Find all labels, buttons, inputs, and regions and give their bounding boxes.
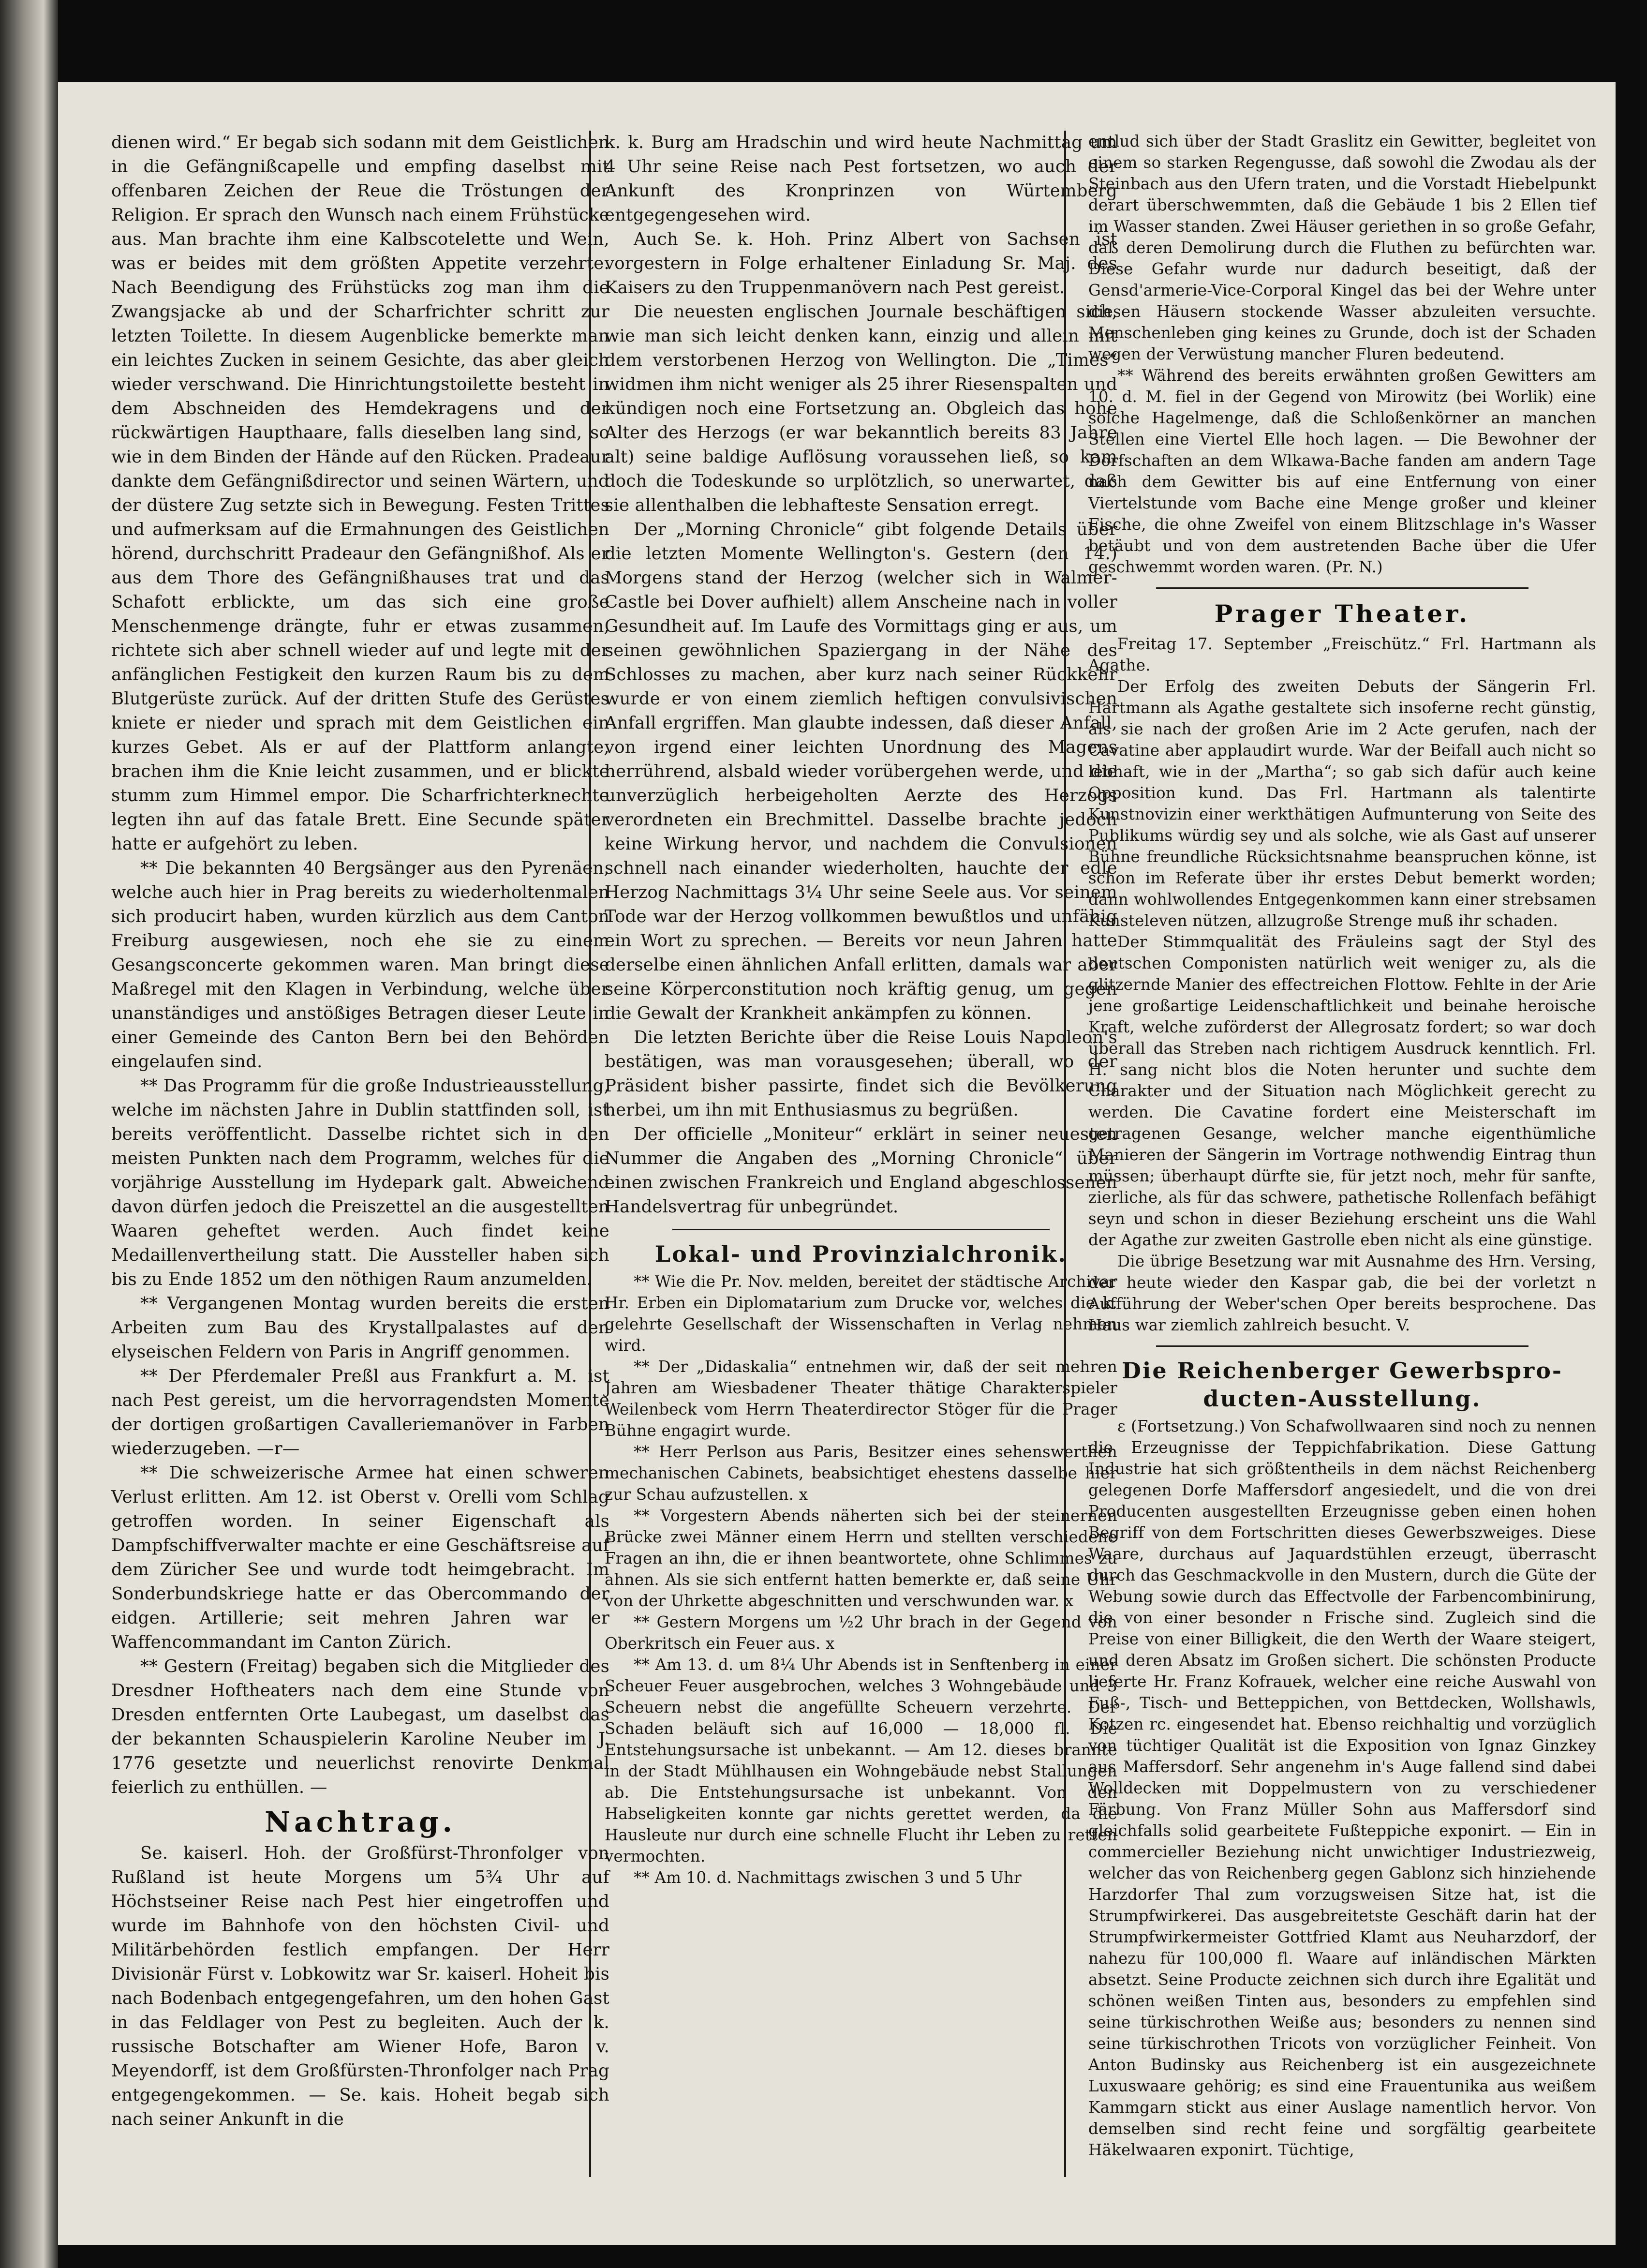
news-item-painter-pressl: ** Der Pferdemaler Preßl aus Frankfurt a. M. ist nach Pest gereist, um die hervorragendsten Momente der dortigen großartigen Cavalleriemanöver in Farben wiederzugeben. —r— — [111, 1366, 609, 1459]
local-item-erben: ** Wie die Pr. Nov. melden, bereitet der städtische Archivar Hr. Erben ein Diplomatarium zum Drucke vor, welches die k. gelehrte Gesellschaft der Wissenschaften in Verlag nehmen wird. — [605, 1272, 1117, 1355]
news-item-dublin-exhibition: ** Das Programm für die große Industrieausstellung, welche im nächsten Jahre in Dublin stattfinden soll, ist bereits veröffentlicht. Dasselbe richtet sich in den meisten Punkten nach dem Programm, welches für die vorjährige Ausstellung im Hydepark galt. Abweichend davon dürfen jedoch die Preiszettel an die ausgestellten Waaren geheftet werden. Auch findet keine Medaillenvertheilung statt. Die Aussteller haben sich bis zu Ende 1852 um den nöthigen Raum anzumelden. — [111, 1076, 609, 1289]
article-wellington: Die neuesten englischen Journale beschäftigen sich, wie man sich leicht denken kann, einzig und allein mit dem verstorbenen Herzog von Wellington. Die „Times“ widmen ihm nicht weniger als 25 ihrer Riesenspalten und kündigen noch eine Fortsetzung an. Obgleich das hohe Alter des Herzogs (er war bekanntlich bereits 83 Jahre alt) seine baldige Auflösung voraussehen ließ, so kam doch die Todeskunde so urplötzlich, so unerwartet, daß sie allenthalben die lebhafteste Sensation erregt. — [605, 302, 1117, 515]
article-reichenberg-exhibition: ε (Fortsetzung.) Von Schafwollwaaren sind noch zu nennen die Erzeugnisse der Teppichfabrikation. Diese Gattung Industrie hat sich größtentheils in dem nächst Reichenberg gelegenen Dorfe Maffersdorf angesiedelt, und die von drei Producenten ausgestellten Erzeugnisse geben einen hohen Begriff von dem Fortschritten dieses Gewerbszweiges. Diese Waare, durchaus auf Jaquardstühlen erzeugt, überrascht durch das Geschmackvolle in den Mustern, durch die Güte der Webung sowie durch das Effectvolle der Farbencombinirung, die von einer besonder n Frische sind. Zugleich sind die Preise von einer Billigkeit, die den Werth der Waare steigert, und deren Absatz im Großen sichert. Die schönsten Producte lieferte Hr. Franz Kofrauek, welcher eine reiche Auswahl von Fuß-, Tisch- und Betteppichen, von Bettdecken, Wollshawls, Kotzen rc. eingesendet hat. Ebenso reichhaltig und vorzüglich von tüchtiger Qualität ist die Exposition von Ignaz Ginzkey aus Maffersdorf. Sehr angenehm in's Auge fallend sind dabei Wolldecken mit Doppelmustern von zu verschiedener Färbung. Von Franz Müller Sohn aus Maffersdorf sind gleichfalls solid gearbeitete Fußteppiche exponirt. — Ein in commercieller Beziehung nicht unwichtiger Industriezweig, welcher das von Reichenberg gegen Gablonz sich hinziehende Harzdorfer Thal zum vorzugsweisen Sitze hat, ist die Strumpfwirkerei. Das ausgebreitetste Geschäft darin hat der Strumpfwirkermeister Gottfried Klamt aus Neuharzdorf, der nahezu für 100,000 fl. Waare auf inländischen Märkten absetzt. Seine Producte zeichnen sich durch ihre Egalität und schönen weißen Tinten aus, besonders zu empfehlen sind seine türkischrothen Weiße aus; besonders zu nennen sind seine türkischrothen Tricots von vorzüglicher Feinheit. Von Anton Budinsky aus Reichenberg ist ein ausgezeichnete Luxuswaare gehörig; es sind eine Frauentunika aus weißem Kammgarn stickt aus einer Auslage namentlich hervor. Von demselben sind recht feine und sorgfältig gearbeitete Häkelwaaren exponirt. Tüchtige, — [1088, 1417, 1596, 2159]
article-wellington-details: Der „Morning Chronicle“ gibt folgende Details über die letzten Momente Wellington's. Gestern (den 14.) Morgens stand der Herzog (welcher sich in Walmer-Castle bei Dover aufhielt) allem Anscheine nach in voller Gesundheit auf. Im Laufe des Vormittags ging er aus, um seinen gewöhnlichen Spaziergang in der Nähe des Schlosses zu machen, aber kurz nach seiner Rückkehr wurde er von einem ziemlich heftigen convulsivischen Anfall ergriffen. Man glaubte indessen, daß dieser Anfall, von irgend einer leichten Unordnung des Magens herrührend, alsbald wieder vorübergehen werde, und die unverzüglich herbeigeholten Aerzte des Herzogs verordneten ein Brechmittel. Dasselbe brachte jedoch keine Wirkung hervor, und nachdem die Convulsionen schnell nach einander wiederholten, hauchte der edle Herzog Nachmittags 3¼ Uhr seine Seele aus. Vor seinem Tode war der Herzog vollkommen bewußtlos und unfähig ein Wort zu sprechen. — Bereits vor neun Jahren hatte derselbe einen ähnlichen Anfall erlitten, damals war aber seine Körperconstitution noch kräftig genug, um gegen die Gewalt der Krankheit ankämpfen zu können. — [605, 520, 1117, 1023]
theater-review-3: Die übrige Besetzung war mit Ausnahme des Hrn. Versing, der heute wieder den Kaspar gab, die bei der vorletzt n Aufführung der Weber'schen Oper bereits besprochene. Das Haus war ziemlich zahlreich besucht. V. — [1088, 1252, 1596, 1334]
news-item-prince-albert: Auch Se. k. Hoh. Prinz Albert von Sachsen ist vorgestern in Folge erhaltener Einladung Sr. Maj. des Kaisers zu den Truppenmanövern nach Pest gereist. — [605, 229, 1117, 298]
news-item-bergsaenger: ** Die bekannten 40 Bergsänger aus den Pyrenäen, welche auch hier in Prag bereits zu wiederholtenmalen sich producirt haben, wurden kürzlich aus dem Canton Freiburg ausgewiesen, noch ehe sie zu einem Gesangsconcerte gekommen waren. Man bringt diese Maßregel mit den Klagen in Verbindung, welche über unanständiges und anstößiges Betragen dieser Leute in einer Gemeinde des Canton Bern bei den Behörden eingelaufen sind. — [111, 858, 609, 1072]
section-divider — [1156, 1345, 1528, 1347]
news-item-swiss-army: ** Die schweizerische Armee hat einen schweren Verlust erlitten. Am 12. ist Oberst v. Orelli vom Schlag getroffen worden. In seiner Eigenschaft als Dampfschiffverwalter machte er eine Geschäftsreise auf dem Züricher See und wurde todt heimgebracht. Im Sonderbundskriege hatte er das Obercommando der eidgen. Artillerie; seit mehren Jahren war er Waffencommandant im Canton Zürich. — [111, 1463, 609, 1652]
local-item-watch-theft: ** Vorgestern Abends näherten sich bei der steinernen Brücke zwei Männer einem Herrn und stellten verschiedene Fragen an ihn, die er ihnen beantwortete, ohne Schlimmes zu ahnen. Als sie sich entfernt hatten bemerkte er, daß seine Uhr von der Uhrkette abgeschnitten und verschwunden war. x — [605, 1507, 1117, 1610]
theater-review-2: Der Stimmqualität des Fräuleins sagt der Styl des deutschen Componisten natürlich weit weniger zu, als die glitzernde Manier des effectreichen Flottow. Fehlte in der Arie jene großartige Leidenschaftlichkeit und beinahe heroische Kraft, welche zuförderst der Allegrosatz fordert; so war doch überall das Streben nach richtigem Ausdruck kenntlich. Frl. H. sang nicht blos die Noten herunter und suchte dem Charakter und der Situation nach Möglichkeit gerecht zu werden. Die Cavatine fordert eine Meisterschaft im getragenen Gesange, welcher manche eigenthümliche Manieren der Sängerin im Vortrage nothwendig Eintrag thun müssen; überhaupt dürfte sie, für jetzt noch, mehr für sanfte, zierliche, als für das schwere, pathetische Rollenfach befähigt seyn und schon in dieser Beziehung erscheint uns die Wahl der Agathe zur zweiten Gastrolle eben nicht als eine günstige. — [1088, 933, 1596, 1249]
local-item-perlson: ** Herr Perlson aus Paris, Besitzer eines sehenswerthen mechanischen Cabinets, beabsichtiget ehestens dasselbe hier zur Schau aufzustellen. x — [605, 1443, 1117, 1504]
column-1 — [111, 131, 609, 2132]
theater-review-1: Der Erfolg des zweiten Debuts der Sängerin Frl. Hartmann als Agathe gestaltete sich insoferne recht günstig, als sie nach der großen Arie im 2 Acte gerufen, nach der Cavatine aber applaudirt wurde. War der Beifall auch nicht so lebhaft, wie in der „Martha“; so gab sich dafür auch keine Opposition kund. Das Frl. Hartmann als talentirte Kunstnovizin einer werkthätigen Aufmunterung von Seite des Publikums würdig sey und als solche, wie als Gast auf unserer Bühne freundliche Rücksichtsnahme beanspruchen könne, ist schon im Referate über ihr erstes Debut bemerkt worden; dann wohlwollendes Entgegenkommen kann einer strebsamen Kunsteleven nützen, allzugroße Strenge muß ihr schaden. — [1088, 677, 1596, 930]
news-item-dresden-theatre: ** Gestern (Freitag) begaben sich die Mitglieder des Dresdner Hoftheaters nach dem eine Stunde von Dresden entfernten Orte Laubegast, um daselbst das der bekannten Schauspielerin Karoline Neuber im J. 1776 gesetzte und neuerlichst renovirte Denkmal feierlich zu enthüllen. — — [111, 1656, 609, 1797]
article-grand-duke-continued: k. k. Burg am Hradschin und wird heute Nachmittag um 4 Uhr seine Reise nach Pest fortsetzen, wo auch der Ankunft des Kronprinzen von Würtemberg entgegengesehen wird. — [605, 133, 1117, 225]
section-heading-nachtrag: Nachtrag. — [265, 1805, 456, 1838]
local-item-fire-senftenberg: ** Am 13. d. um 8¼ Uhr Abends ist in Senftenberg in einer Scheuer Feuer ausgebrochen, welches 3 Wohngebäude und 3 Scheuern nebst die angefüllte Scheuern verzehrte. Der Schaden beläuft sich auf 16,000 — 18,000 fl. Die Entstehungsursache ist unbekannt. — Am 12. dieses brannte in der Stadt Mühlhausen ein Wohngebäude nebst Stallungen ab. Die Entstehungsursache ist unbekannt. Von den Habseligkeiten konnte gar nichts gerettet werden, da die Hausleute nur durch eine schnelle Flucht ihr Leben zu retten vermochten. — [605, 1656, 1117, 1865]
local-item-storm-start: ** Am 10. d. Nachmittags zwischen 3 und 5 Uhr — [634, 1868, 1022, 1887]
article-execution-continued: dienen wird.“ Er begab sich sodann mit dem Geistlichen in die Gefängnißcapelle und empfing daselbst mit offenbaren Zeichen der Reue die Tröstungen der Religion. Er sprach den Wunsch nach einem Frühstücke aus. Man brachte ihm eine Kalbscotelette und Wein, was er beides mit dem größten Appetite verzehrte. Nach Beendigung des Frühstücks zog man ihm die Zwangsjacke ab und der Scharfrichter schritt zur letzten Toilette. In diesem Augenblicke bemerkte man ein leichtes Zucken in seinem Gesichte, das aber gleich wieder verschwand. Die Hinrichtungstoilette besteht in dem Abschneiden des Hemdekragens und der rückwärtigen Haupthaare, falls dieselben lang sind, so wie in dem Binden der Hände auf den Rücken. Pradeaur dankte dem Gefängnißdirector und seinen Wärtern, und der düstere Zug setzte sich in Bewegung. Festen Trittes und aufmerksam auf die Ermahnungen des Geistlichen hörend, durchschritt Pradeaur den Gefängnißhof. Als er aus dem Thore des Gefängnißhauses trat und das Schafott erblickte, um das sich eine große Menschenmenge drängte, fuhr er etwas zusammen, richtete sich aber schnell wieder auf und legte mit der anfänglichen Festigkeit den kurzen Raum bis zu dem Blutgerüste zurück. Auf der dritten Stufe des Gerüstes kniete er nieder und sprach mit dem Geistlichen ein kurzes Gebet. Als er auf der Plattform anlangte, brachen ihm die Knie leicht zusammen, und er blickte stumm zum Himmel empor. Die Scharfrichterknechte legten ihn auf das fatale Brett. Eine Secunde später hatte er aufgehört zu leben. — [111, 133, 609, 854]
page-curl-left — [0, 0, 58, 2268]
section-heading-ausstellung-line1: Die Reichenberger Gewerbspro- — [1121, 1358, 1563, 1384]
section-divider — [1156, 587, 1528, 589]
section-heading-lokalchronik: Lokal- und Provinzialchronik. — [654, 1241, 1068, 1267]
local-item-fire-oberkritsch: ** Gestern Morgens um ½2 Uhr brach in der Gegend von Oberkritsch ein Feuer aus. x — [605, 1613, 1117, 1653]
section-heading-prager-theater: Prager Theater. — [1214, 599, 1470, 628]
local-item-hail-mirowitz: ** Während des bereits erwähnten großen Gewitters am 10. d. M. fiel in der Gegend von Mirowitz (bei Worlik) eine solche Hagelmenge, daß die Schloßenkörner an manchen Stellen eine Viertel Elle hoch lagen. — Die Bewohner der Dorfschaften an dem Wlkawa-Bache fanden am andern Tage nach dem Gewitter bis auf eine Entfernung von einer Viertelstunde vom Bache eine Menge großer und kleiner Fische, die ohne Zweifel von einem Blitzschlage in's Wasser betäubt und von dem austretenden Bache über die Ufer geschwemmt worden waren. (Pr. N.) — [1088, 366, 1596, 576]
local-item-didaskalia: ** Der „Didaskalia“ entnehmen wir, daß der seit mehren Jahren am Wiesbadener Theater thätige Charakterspieler Weilenbeck vom Herrn Theaterdirector Stöger für die Prager Bühne engagirt wurde. — [605, 1358, 1117, 1440]
theater-performance-line: Freitag 17. September „Freischütz.“ Frl. Hartmann als Agathe. — [1088, 635, 1596, 674]
column-2 — [605, 131, 1117, 1888]
article-louis-napoleon: Die letzten Berichte über die Reise Louis Napoleon's bestätigen, was man vorausgesehen; überall, wo der Präsident bisher passirte, findet sich die Bevölkerung herbei, um ihn mit Enthusiasmus zu begrüßen. — [605, 1028, 1117, 1120]
column-3 — [1088, 131, 1596, 2161]
article-grand-duke-arrival: Se. kaiserl. Hoh. der Großfürst-Thronfolger von Rußland ist heute Morgens um 5¾ Uhr auf Höchstseiner Reise nach Pest hier eingetroffen und wurde im Bahnhofe von den höchsten Civil- und Militärbehörden festlich empfangen. Der Herr Divisionär Fürst v. Lobkowitz war Sr. kaiserl. Hoheit bis nach Bodenbach entgegengefahren, um den hohen Gast in das Feldlager von Pest zu begleiten. Auch der k. russische Botschafter am Wiener Hofe, Baron v. Meyendorff, ist dem Großfürsten-Thronfolger nach Prag entgegengekommen. — Se. kais. Hoheit begab sich nach seiner Ankunft in die — [111, 1843, 609, 2129]
newspaper-page — [58, 82, 1616, 2245]
section-heading-ausstellung-line2: ducten-Ausstellung. — [1203, 1386, 1482, 1412]
local-item-graslitz-storm: entlud sich über der Stadt Graslitz ein Gewitter, begleitet von einem so starken Regengusse, daß sowohl die Zwodau als der Steinbach aus den Ufern traten, und die Vorstadt Hiebelpunkt derart überschwemmten, daß die Gebäude 1 bis 2 Ellen tief im Wasser standen. Zwei Häuser geriethen in so große Gefahr, daß deren Demolirung durch die Fluthen zu befürchten war. Diese Gefahr wurde nur dadurch beseitigt, daß der Gensd'armerie-Vice-Corporal Kingel das bei der Wehre unter diesen Häusern stockende Wasser abzuleiten versuchte. Menschenleben ging keines zu Grunde, doch ist der Schaden wegen der Verwüstung mancher Fluren bedeutend. — [1088, 132, 1596, 363]
section-divider — [672, 1229, 1050, 1230]
news-item-crystal-palace-paris: ** Vergangenen Montag wurden bereits die ersten Arbeiten zum Bau des Krystallpalastes auf den elyseischen Feldern von Paris in Angriff genommen. — [111, 1294, 609, 1362]
article-moniteur: Der officielle „Moniteur“ erklärt in seiner neuesten Nummer die Angaben des „Morning Chronicle“ über einen zwischen Frankreich und England abgeschlossenen Handelsvertrag für unbegründet. — [605, 1124, 1117, 1217]
